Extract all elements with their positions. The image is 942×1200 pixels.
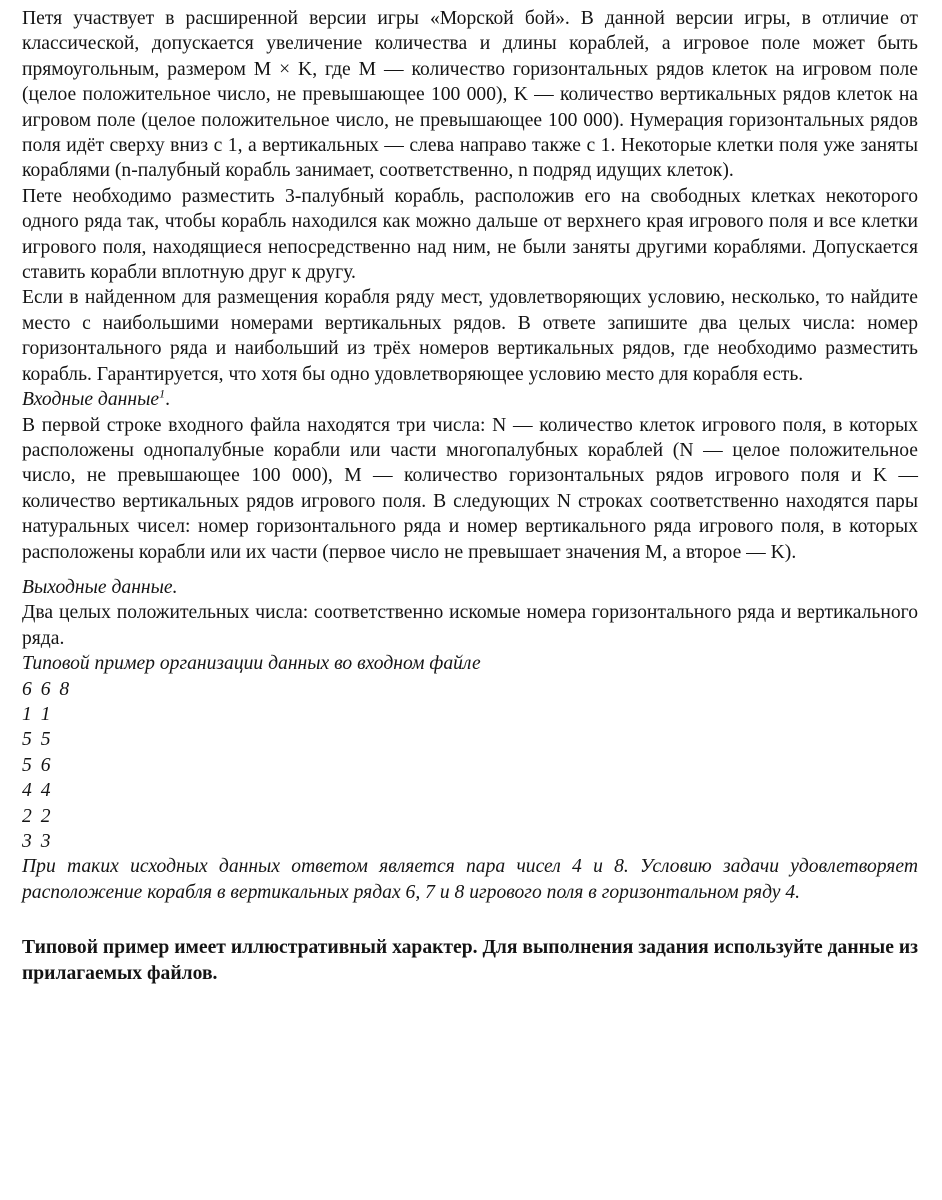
example-data [22, 677, 918, 855]
illustrative-note: Типовой пример имеет иллюстративный характер. Для выполнения задания используйте данные из прилагаемых файлов. [22, 937, 918, 984]
task-document [22, 6, 918, 986]
output-description: Два целых положительных числа: соответственно искомые номера горизонтального ряда и вертикального ряда. [22, 602, 918, 649]
example-line: 1 1 [22, 703, 53, 725]
task-paragraph-3: Если в найденном для размещения корабля ряду мест, удовлетворяющих условию, несколько, то найдите место с наибольшими номерами вертикальных рядов. В ответе запишите два целых числа: номер горизонтального ряда и наибольший из трёх номеров вертикальных рядов, где необходимо разместить корабль. Гарантируется, что хотя бы одно удовлетворяющее условию место для корабля есть. [22, 287, 918, 385]
input-heading-text: Входные данные [22, 389, 160, 411]
task-paragraph-1: Петя участвует в расширенной версии игры «Морской бой». В данной версии игры, в отличие от классической, допускается увеличение количества и длины кораблей, а игровое поле может быть прямоугольным, размером M × K, где M — количество горизонтальных рядов клеток на игровом поле (целое положительное число, не превышающее 100 000), K — количество вертикальных рядов клеток на игровом поле (целое положительное число, не превышающее 100 000). Нумерация горизонтальных рядов поля идёт сверху вниз с 1, а вертикальных — слева направо также с 1. Некоторые клетки поля уже заняты кораблями (n-палубный корабль занимает, соответственно, n подряд идущих клеток). [22, 8, 918, 182]
example-line: 4 4 [22, 780, 53, 802]
task-paragraph-2: Пете необходимо разместить 3-палубный корабль, расположив его на свободных клетках некоторого одного ряда так, чтобы корабль находился как можно дальше от верхнего края игрового поля и все клетки игрового поля, находящиеся непосредственно над ним, не были заняты другими кораблями. Допускается ставить корабли вплотную друг к другу. [22, 185, 918, 284]
input-heading [22, 387, 918, 412]
output-heading: Выходные данные. [22, 576, 178, 598]
example-line: 6 6 8 [22, 678, 72, 700]
footnote-mark: 1 [159, 386, 166, 401]
input-heading-period: . [165, 389, 170, 411]
example-line: 5 6 [22, 754, 53, 776]
example-heading: Типовой пример организации данных во входном файле [22, 653, 481, 675]
input-description: В первой строке входного файла находятся три числа: N — количество клеток игрового поля, в которых расположены однопалубные корабли или части многопалубных кораблей (N — целое положительное число, не превышающее 100 000), M — количество горизонтальных рядов игрового поля и K — количество вертикальных рядов игрового поля. В следующих N строках соответственно находятся пары натуральных чисел: номер горизонтального ряда и номер вертикального ряда игрового поля, в которых расположены корабли или их части (первое число не превышает значения M, а второе — K). [22, 414, 918, 563]
example-line: 5 5 [22, 729, 53, 751]
example-line: 3 3 [22, 831, 53, 852]
example-explanation: При таких исходных данных ответом является пара чисел 4 и 8. Условию задачи удовлетворяет расположение корабля в вертикальных рядах 6, 7 и 8 игрового поля в горизонтальном ряду 4. [22, 856, 918, 903]
example-line: 2 2 [22, 805, 53, 827]
